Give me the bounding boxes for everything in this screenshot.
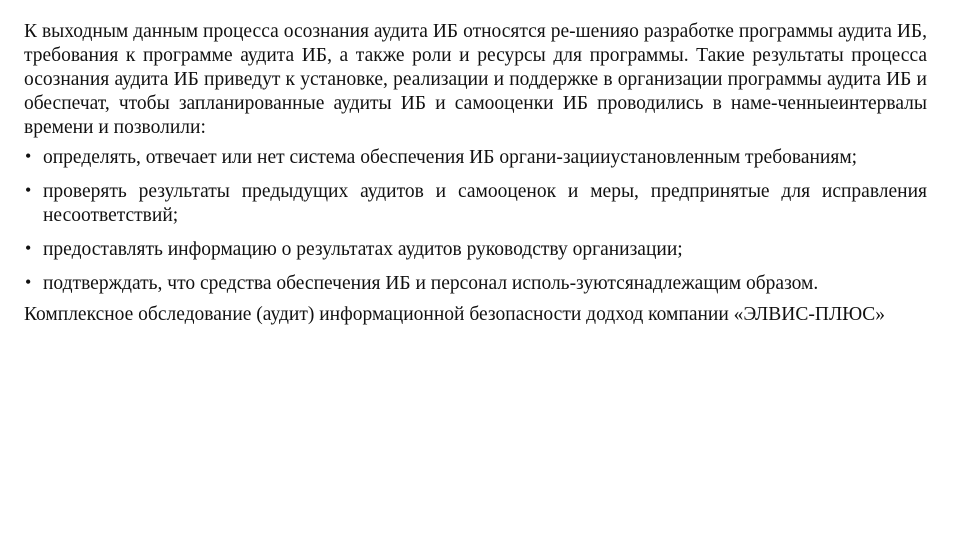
bullet-icon: • bbox=[25, 272, 32, 292]
list-item bbox=[24, 180, 927, 228]
bullet-icon: • bbox=[25, 238, 32, 258]
bullet-list bbox=[24, 146, 927, 296]
slide-content bbox=[24, 20, 927, 327]
closing-paragraph: Комплексное обследование (аудит) информационной безопасности додход компании «ЭЛВИС-ПЛЮС» bbox=[24, 304, 885, 325]
list-item bbox=[24, 146, 927, 170]
bullet-icon: • bbox=[25, 146, 32, 166]
list-item bbox=[24, 238, 927, 262]
bullet-text: определять, отвечает или нет система обеспечения ИБ органи-зацииустановленным требованиям; bbox=[43, 147, 858, 168]
intro-paragraph: К выходным данным процесса осознания аудита ИБ относятся ре-шенияо разработке программы аудита ИБ, требования к программе аудита ИБ, а также роли и ресурсы для программы. Такие результаты процесса осознания аудита ИБ приведут к установке, реализации и поддержке в организации программы аудита ИБ и обеспечат, чтобы запланированные аудиты ИБ и самооценки ИБ проводились в наме-ченныеинтервалы времени и позволили: bbox=[24, 21, 927, 138]
list-item bbox=[24, 272, 927, 296]
bullet-text: предоставлять информацию о результатах аудитов руководству организации; bbox=[43, 239, 683, 260]
bullet-text: подтверждать, что средства обеспечения ИБ и персонал исполь-зуютсянадлежащим образом. bbox=[43, 273, 819, 294]
bullet-icon: • bbox=[25, 180, 32, 200]
bullet-text: проверять результаты предыдущих аудитов и самооценок и меры, предпринятые для исправления несоответствий; bbox=[43, 181, 927, 226]
